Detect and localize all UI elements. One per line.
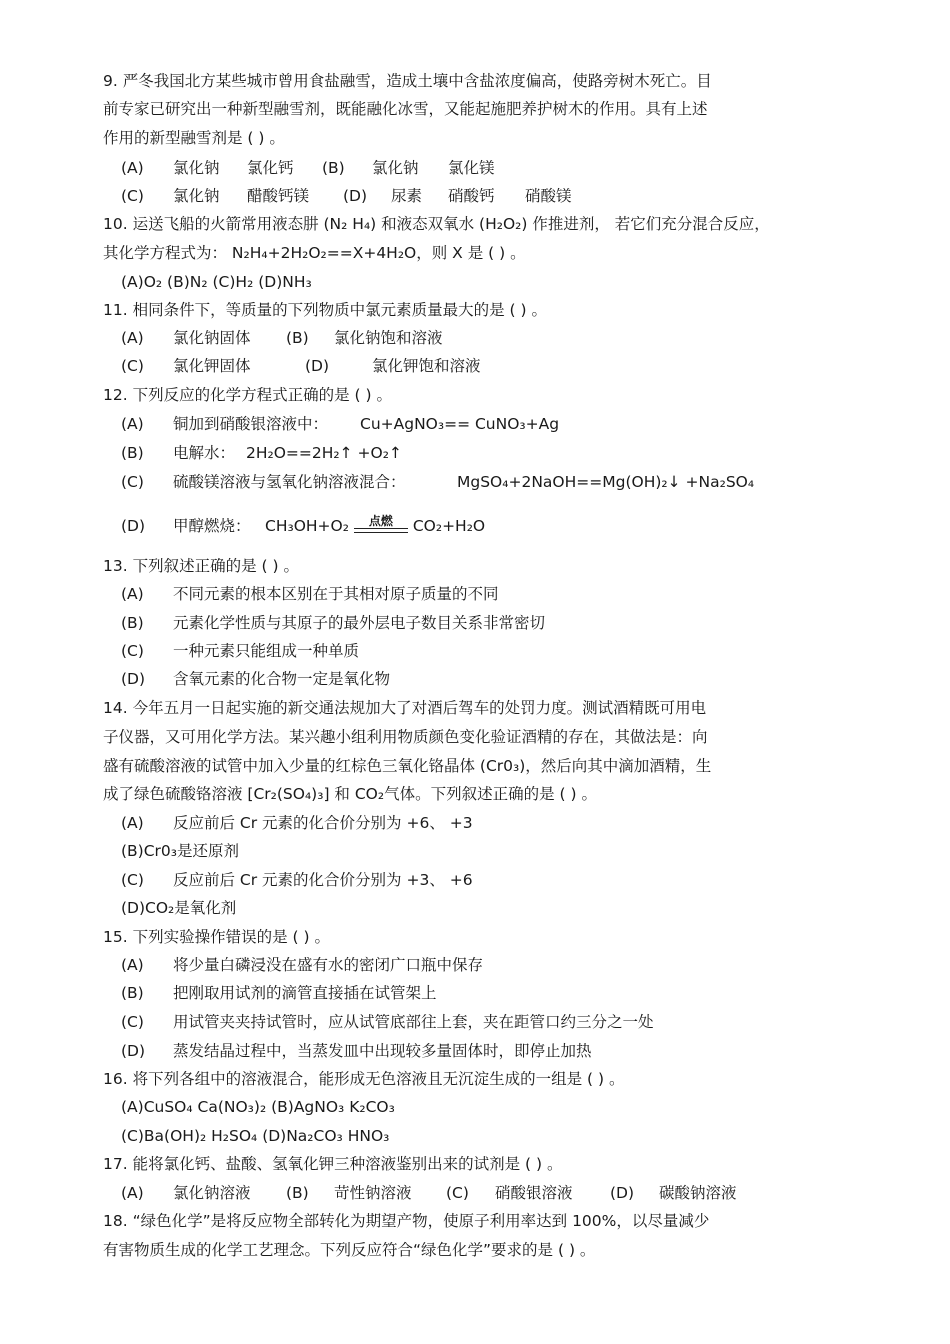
option-a-text: 不同元素的根本区别在于其相对原子质量的不同 <box>173 585 499 603</box>
question-14-text-line-2: 子仪器，又可用化学方法。某兴趣小组利用物质颜色变化验证酒精的存在，其做法是：向 <box>103 728 708 746</box>
option-c-text: 氯化钾固体 <box>173 357 251 375</box>
option-c-item-1: 氯化钠 <box>173 187 220 205</box>
option-d-text: (D)CO₂是氧化剂 <box>121 899 237 917</box>
option-a-key: (A) <box>121 1184 144 1202</box>
equation-products: CO₂+H₂O <box>412 517 486 535</box>
option-a-key: (A) <box>121 814 144 832</box>
option-b-key: (B) <box>121 444 144 462</box>
option-b-key: (B) <box>286 1184 309 1202</box>
option-c-equation: MgSO₄+2NaOH==Mg(OH)₂↓ +Na₂SO₄ <box>457 473 755 491</box>
option-c-key: (C) <box>121 642 144 660</box>
option-d-text: 碳酸钠溶液 <box>659 1184 737 1202</box>
question-13-text: 13. 下列叙述正确的是 ( ) 。 <box>103 557 299 575</box>
question-14-text-line-3: 盛有硫酸溶液的试管中加入少量的红棕色三氧化铬晶体 (Cr0₃)，然后向其中滴加酒精，生 <box>103 757 712 775</box>
reaction-condition-arrow <box>354 513 408 537</box>
option-a-item-1: 氯化钠 <box>173 159 220 177</box>
option-b-key: (B) <box>121 614 144 632</box>
question-18-text-line-1: 18. “绿色化学”是将反应物全部转化为期望产物，使原子利用率达到 100%，以尽量减少 <box>103 1212 710 1230</box>
question-16-text: 16. 将下列各组中的溶液混合，能形成无色溶液且无沉淀生成的一组是 ( ) 。 <box>103 1070 625 1088</box>
option-b-item-2: 氯化镁 <box>448 159 495 177</box>
option-c-text: 硫酸镁溶液与氢氧化钠溶液混合： <box>173 473 406 491</box>
question-16-options-ab: (A)CuSO₄ Ca(NO₃)₂ (B)AgNO₃ K₂CO₃ <box>121 1098 395 1116</box>
option-b-key: (B) <box>322 159 345 177</box>
option-c-key: (C) <box>121 187 144 205</box>
option-d-key: (D) <box>305 357 330 375</box>
equals-bar-top <box>354 528 408 529</box>
question-10-options: (A)O₂ (B)N₂ (C)H₂ (D)NH₃ <box>121 273 312 291</box>
option-a-item-2: 氯化钙 <box>247 159 294 177</box>
option-c-key: (C) <box>121 871 144 889</box>
option-b-text: 氯化钠饱和溶液 <box>334 329 443 347</box>
question-14-text-line-1: 14. 今年五月一日起实施的新交通法规加大了对酒后驾车的处罚力度。测试酒精既可用电 <box>103 699 707 717</box>
question-9-text-line-1: 9. 严冬我国北方某些城市曾用食盐融雪，造成土壤中含盐浓度偏高，使路旁树木死亡。目 <box>103 72 712 90</box>
option-b-text: 把刚取用试剂的滴管直接插在试管架上 <box>173 984 437 1002</box>
option-c-item-2: 醋酸钙镁 <box>247 187 310 205</box>
option-c-text: 用试管夹夹持试管时，应从试管底部往上套，夹在距管口约三分之一处 <box>173 1013 654 1031</box>
option-d-key: (D) <box>121 670 146 688</box>
option-d-key: (D) <box>610 1184 635 1202</box>
equals-bar-bottom <box>354 532 408 533</box>
question-16-options-cd: (C)Ba(OH)₂ H₂SO₄ (D)Na₂CO₃ HNO₃ <box>121 1127 390 1145</box>
option-c-text: 硝酸银溶液 <box>495 1184 573 1202</box>
question-10-text-line-1: 10. 运送飞船的火箭常用液态肼 (N₂ H₄) 和液态双氧水 (H₂O₂) 作推进剂， 若它们充分混合反应， <box>103 215 770 233</box>
option-d-key: (D) <box>121 517 146 535</box>
question-9-text-line-3: 作用的新型融雪剂是 ( ) 。 <box>103 129 285 147</box>
option-b-item-1: 氯化钠 <box>372 159 419 177</box>
reaction-condition-label: 点燃 <box>368 513 393 528</box>
equation-reactants: CH₃OH+O₂ <box>265 517 349 535</box>
option-d-item-3: 硝酸镁 <box>525 187 572 205</box>
question-15-text: 15. 下列实验操作错误的是 ( ) 。 <box>103 928 330 946</box>
option-a-equation: Cu+AgNO₃== CuNO₃+Ag <box>360 415 560 433</box>
option-c-key: (C) <box>121 473 144 491</box>
option-c-text: 反应前后 Cr 元素的化合价分别为 +3、 +6 <box>173 871 473 889</box>
option-b-text: (B)Cr0₃是还原剂 <box>121 842 239 860</box>
option-a-key: (A) <box>121 956 144 974</box>
option-b-text: 苛性钠溶液 <box>334 1184 412 1202</box>
option-c-text: 一种元素只能组成一种单质 <box>173 642 360 660</box>
option-a-text: 反应前后 Cr 元素的化合价分别为 +6、 +3 <box>173 814 473 832</box>
option-a-key: (A) <box>121 159 144 177</box>
option-a-key: (A) <box>121 585 144 603</box>
question-10-text-line-2: 其化学方程式为： N₂H₄+2H₂O₂==X+4H₂O，则 X 是 ( ) 。 <box>103 244 526 262</box>
option-a-text: 氯化钠溶液 <box>173 1184 251 1202</box>
option-d-text: 含氧元素的化合物一定是氧化物 <box>173 670 391 688</box>
option-b-equation: 2H₂O==2H₂↑ +O₂↑ <box>246 444 402 462</box>
option-d-key: (D) <box>121 1042 146 1060</box>
option-d-item-1: 尿素 <box>391 187 423 205</box>
option-c-key: (C) <box>121 1013 144 1031</box>
option-d-text: 氯化钾饱和溶液 <box>372 357 481 375</box>
question-14-text-line-4: 成了绿色硫酸铬溶液 [Cr₂(SO₄)₃] 和 CO₂气体。下列叙述正确的是 ( ) 。 <box>103 785 597 803</box>
option-d-text: 甲醇燃烧： <box>173 517 251 535</box>
option-d-key: (D) <box>343 187 368 205</box>
option-c-key: (C) <box>446 1184 469 1202</box>
option-d-text: 蒸发结晶过程中，当蒸发皿中出现较多量固体时，即停止加热 <box>173 1042 592 1060</box>
option-a-key: (A) <box>121 329 144 347</box>
option-b-key: (B) <box>121 984 144 1002</box>
option-a-key: (A) <box>121 415 144 433</box>
option-d-equation <box>265 513 486 537</box>
question-17-text: 17. 能将氯化钙、盐酸、氢氧化钾三种溶液鉴别出来的试剂是 ( ) 。 <box>103 1155 563 1173</box>
option-a-text: 将少量白磷浸没在盛有水的密闭广口瓶中保存 <box>173 956 484 974</box>
option-b-key: (B) <box>286 329 309 347</box>
question-9-text-line-2: 前专家已研究出一种新型融雪剂，既能融化冰雪，又能起施肥养护树木的作用。具有上述 <box>103 100 708 118</box>
question-12-text: 12. 下列反应的化学方程式正确的是 ( ) 。 <box>103 386 392 404</box>
option-a-text: 氯化钠固体 <box>173 329 251 347</box>
option-d-item-2: 硝酸钙 <box>448 187 495 205</box>
option-b-text: 电解水： <box>173 444 236 462</box>
option-b-text: 元素化学性质与其原子的最外层电子数目关系非常密切 <box>173 614 546 632</box>
question-18-text-line-2: 有害物质生成的化学工艺理念。下列反应符合“绿色化学”要求的是 ( ) 。 <box>103 1241 596 1259</box>
question-11-text: 11. 相同条件下，等质量的下列物质中氯元素质量最大的是 ( ) 。 <box>103 301 547 319</box>
option-c-key: (C) <box>121 357 144 375</box>
option-a-text: 铜加到硝酸银溶液中： <box>173 415 329 433</box>
